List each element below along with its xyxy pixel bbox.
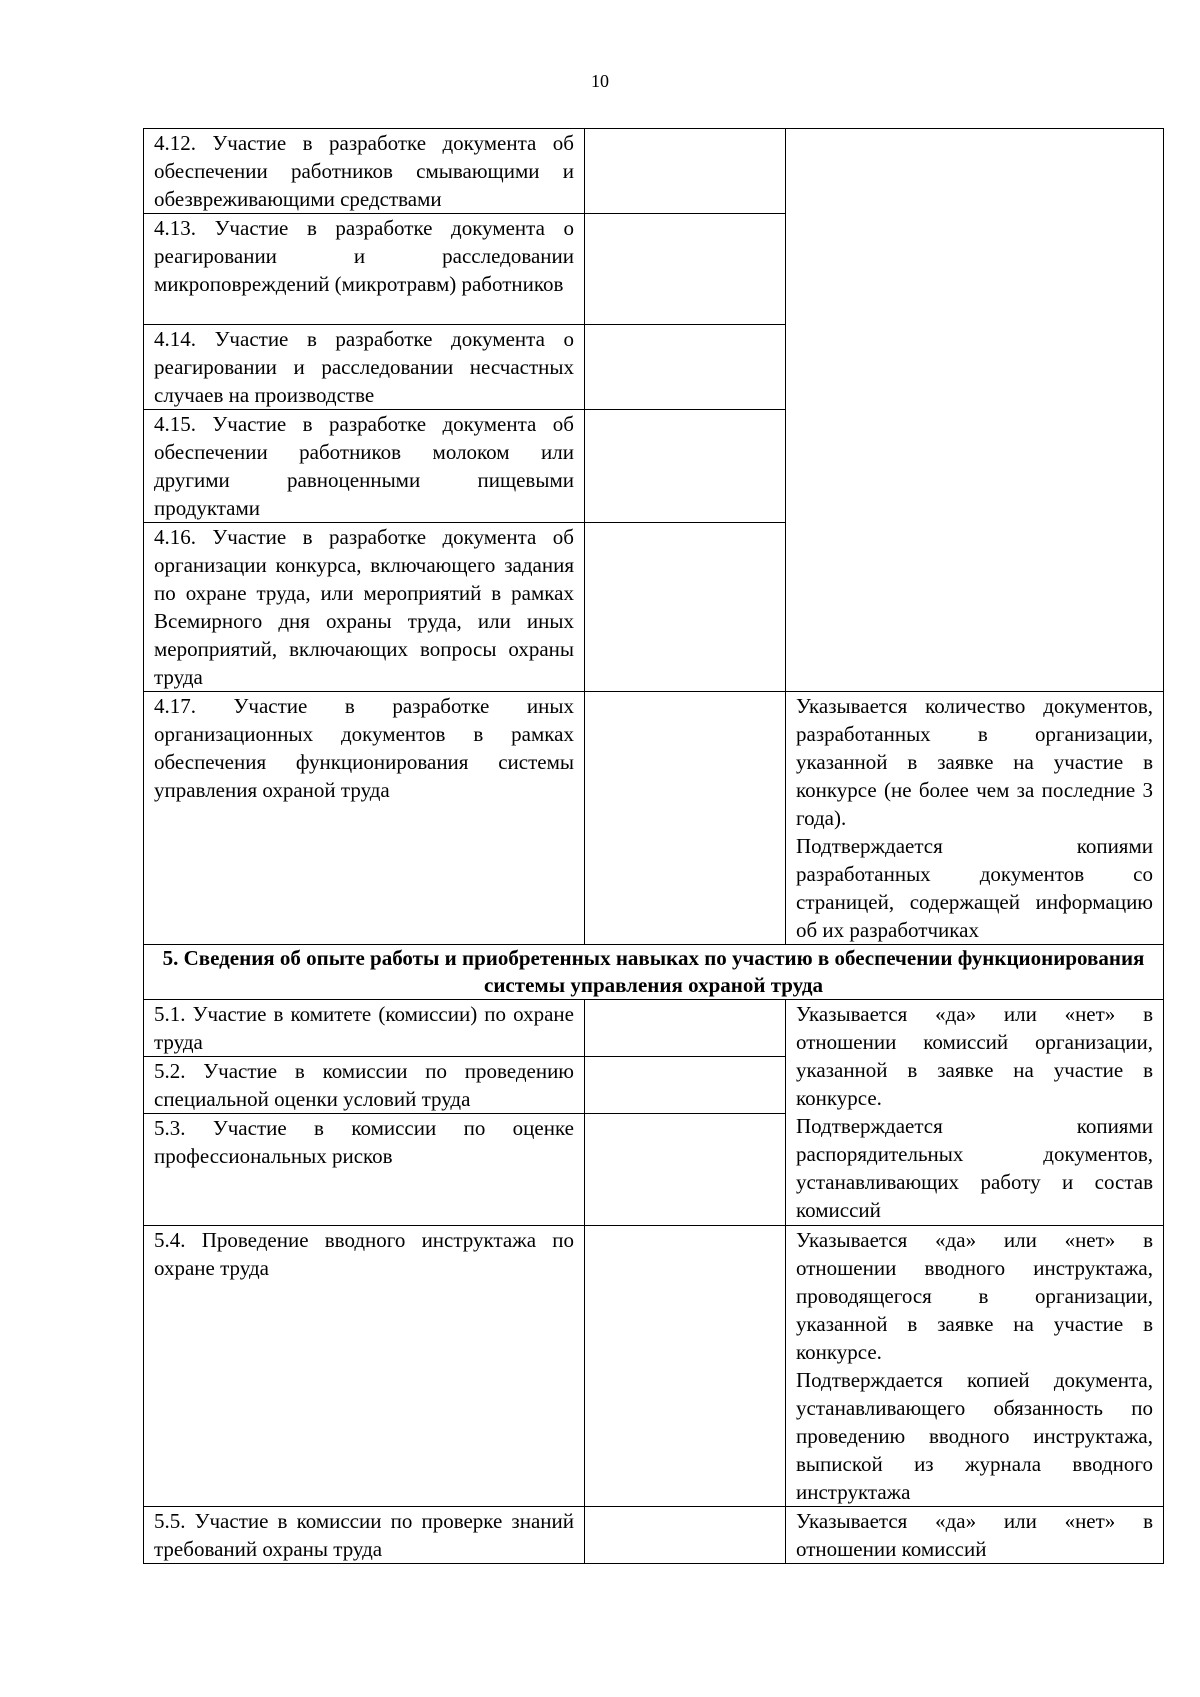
table-row <box>144 129 1164 214</box>
row-description: 5.2. Участие в комиссии по проведению специальной оценки условий труда <box>144 1057 585 1114</box>
row-description: 4.12. Участие в разработке документа об обеспечении работников смывающими и обезвреживающими средствами <box>144 129 585 214</box>
row-description: 4.13. Участие в разработке документа о реагировании и расследовании микроповреждений (микротравм) работников <box>144 214 585 325</box>
value-cell <box>585 1114 786 1226</box>
note-confirmation: Подтверждается копиями разработанных документов со страницей, содержащей информацию об их разработчиках <box>796 834 1153 942</box>
table-row <box>144 1507 1164 1564</box>
table-row <box>144 692 1164 945</box>
note-instruction: Указывается количество документов, разработанных в организации, указанной в заявке на участие в конкурсе (не более чем за последние 3 года). <box>796 694 1153 830</box>
value-cell <box>585 325 786 410</box>
value-cell <box>585 1000 786 1057</box>
value-cell <box>585 692 786 945</box>
note-cell <box>786 1000 1164 1226</box>
note-confirmation: Подтверждается копией документа, устанавливающего обязанность по проведению вводного инструктажа, выпиской из журнала вводного инструктажа <box>796 1368 1153 1504</box>
row-description: 4.15. Участие в разработке документа об обеспечении работников молоком или другими равноценными пищевыми продуктами <box>144 410 585 523</box>
row-description: 5.3. Участие в комиссии по оценке профессиональных рисков <box>144 1114 585 1226</box>
page-number: 10 <box>591 71 609 91</box>
table-row <box>144 1226 1164 1507</box>
value-cell <box>585 523 786 692</box>
note-cell <box>786 1226 1164 1507</box>
criteria-table <box>143 128 1164 1564</box>
value-cell <box>585 1057 786 1114</box>
note-cell <box>786 129 1164 692</box>
row-description: 5.4. Проведение вводного инструктажа по охране труда <box>144 1226 585 1507</box>
value-cell <box>585 1507 786 1564</box>
row-description: 5.5. Участие в комиссии по проверке знаний требований охраны труда <box>144 1507 585 1564</box>
row-description: 4.14. Участие в разработке документа о реагировании и расследовании несчастных случаев на производстве <box>144 325 585 410</box>
row-description: 5.1. Участие в комитете (комиссии) по охране труда <box>144 1000 585 1057</box>
row-description: 4.17. Участие в разработке иных организационных документов в рамках обеспечения функционирования системы управления охраной труда <box>144 692 585 945</box>
value-cell <box>585 129 786 214</box>
section-header-row <box>144 945 1164 1000</box>
note-cell <box>786 1507 1164 1564</box>
section-title: 5. Сведения об опыте работы и приобретенных навыках по участию в обеспечении функционирования системы управления охраной труда <box>144 945 1164 1000</box>
note-cell <box>786 692 1164 945</box>
note-instruction: Указывается «да» или «нет» в отношении комиссий <box>796 1509 1153 1561</box>
note-confirmation: Подтверждается копиями распорядительных документов, устанавливающих работу и состав комиссий <box>796 1114 1153 1222</box>
note-instruction: Указывается «да» или «нет» в отношении комиссий организации, указанной в заявке на участие в конкурсе. <box>796 1002 1153 1110</box>
value-cell <box>585 1226 786 1507</box>
value-cell <box>585 410 786 523</box>
note-instruction: Указывается «да» или «нет» в отношении вводного инструктажа, проводящегося в организации, указанной в заявке на участие в конкурсе. <box>796 1228 1153 1364</box>
value-cell <box>585 214 786 325</box>
row-description: 4.16. Участие в разработке документа об организации конкурса, включающего задания по охране труда, или мероприятий в рамках Всемирного дня охраны труда, или иных мероприятий, включающих вопросы охраны труда <box>144 523 585 692</box>
table-row <box>144 1000 1164 1057</box>
